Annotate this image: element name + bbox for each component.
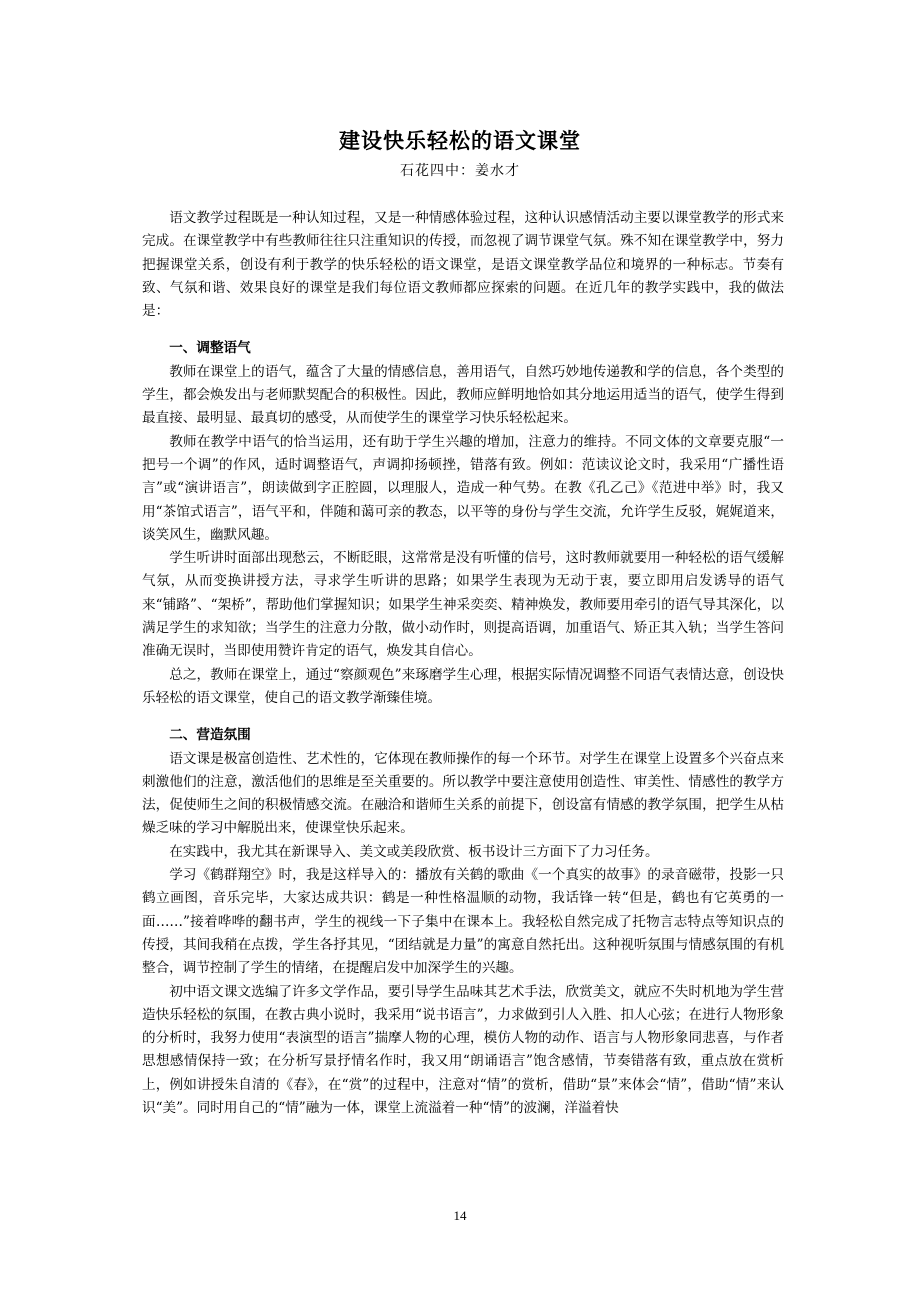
document-body xyxy=(142,207,784,1120)
section2-paragraph: 语文课是极富创造性、艺术性的，它体现在教师操作的每一个环节。对学生在课堂上设置多个兴奋点来刺激他们的注意，激活他们的思维是至关重要的。所以教学中要注意使用创造性、审美性、情感性的教学方法，促使师生之间的积极情感交流。在融洽和谐师生关系的前提下，创设富有情感的教学氛围，把学生从枯燥乏味的学习中解脱出来，使课堂快乐起来。 xyxy=(142,750,784,837)
section1-paragraph: 学生听讲时面部出现愁云，不断眨眼，这常常是没有听懂的信号，这时教师就要用一种轻松的语气缓解气氛，从而变换讲授方法，寻求学生听讲的思路；如果学生表现为无动于衷，要立即用启发诱导的语气来“铺路”、“架桥”，帮助他们掌握知识；如果学生神采奕奕、精神焕发，教师要用牵引的语气导其深化，以满足学生的求知欲；当学生的注意力分散，做小动作时，则提高语调，加重语气、矫正其入轨；当学生答问准确无误时，当即使用赞许肯定的语气，焕发其自信心。 xyxy=(142,550,784,660)
spacer xyxy=(142,710,784,724)
section1-paragraph: 教师在教学中语气的恰当运用，还有助于学生兴趣的增加，注意力的维持。不同文体的文章要克服“一把号一个调”的作风，适时调整语气，声调抑扬顿挫，错落有致。例如：范读议论文时，我采用“广播性语言”或“演讲语言”，朗读做到字正腔圆，以理服人，造成一种气势。在教《孔乙己》《范进中举》时，我又用“茶馆式语言”，语气平和，伴随和蔼可亲的教态，以平等的身份与学生交流，允许学生反驳，娓娓道来，谈笑风生，幽默风趣。 xyxy=(142,433,784,543)
section2-paragraph: 学习《鹤群翔空》时，我是这样导入的：播放有关鹤的歌曲《一个真实的故事》的录音磁带，投影一只鹤立画图，音乐完毕，大家达成共识：鹤是一种性格温顺的动物，我话锋一转“但是，鹤也有它英勇的一面……”接着哗哗的翻书声，学生的视线一下子集中在课本上。我轻松自然完成了托物言志特点等知识点的传授，其间我稍在点拨，学生各抒其见，“团结就是力量”的寓意自然托出。这种视听氛围与情感氛围的有机整合，调节控制了学生的情绪，在提醒启发中加深学生的兴趣。 xyxy=(142,867,784,977)
section2-paragraph: 初中语文课文选编了许多文学作品，要引导学生品味其艺术手法，欣赏美文，就应不失时机地为学生营造快乐轻松的氛围，在教古典小说时，我采用“说书语言”，力求做到引人入胜、扣人心弦；在进行人物形象的分析时，我努力使用“表演型的语言”揣摩人物的心理，模仿人物的动作、语言与人物形象同悲喜，与作者思想感情保持一致；在分析写景抒情名作时，我又用“朗诵语言”饱含感情，节奏错落有致，重点放在赏析上，例如讲授朱自清的《春》，在“赏”的过程中，注意对“情”的赏析，借助“景”来体会“情”，借助“情”来认识“美”。同时用自己的“情”融为一体，课堂上流溢着一种“情”的波澜，洋溢着快 xyxy=(142,983,784,1116)
section-heading-2: 二、营造氛围 xyxy=(169,727,251,744)
section1-paragraph: 总之，教师在课堂上，通过“察颜观色”来琢磨学生心理，根据实际情况调整不同语气表情达意，创设快乐轻松的语文课堂，使自己的语文教学渐臻佳境。 xyxy=(142,666,784,706)
document-author: 石花四中：姜水才 xyxy=(400,163,520,179)
section1-paragraph: 教师在课堂上的语气，蕴含了大量的情感信息，善用语气，自然巧妙地传递教和学的信息，各个类型的学生，都会焕发出与老师默契配合的积极性。因此，教师应鲜明地恰如其分地运用适当的语气，使学生得到最直接、最明显、最真切的感受，从而使学生的课堂学习快乐轻松起来。 xyxy=(142,363,784,427)
spacer xyxy=(142,323,784,337)
page-number: 14 xyxy=(453,1208,467,1223)
section-heading-1: 一、调整语气 xyxy=(169,340,251,357)
document-title: 建设快乐轻松的语文课堂 xyxy=(339,129,581,153)
intro-paragraph: 语文教学过程既是一种认知过程，又是一种情感体验过程，这种认识感情活动主要以课堂教学的形式来完成。在课堂教学中有些教师往往只注重知识的传授，而忽视了调节课堂气氛。殊不知在课堂教学中，努力把握课堂关系，创设有利于教学的快乐轻松的语文课堂，是语文课堂教学品位和境界的一种标志。节奏有致、气氛和谐、效果良好的课堂是我们每位语文教师都应探索的问题。在近几年的教学实践中，我的做法是： xyxy=(142,210,784,320)
section2-paragraph: 在实践中，我尤其在新课导入、美文或美段欣赏、板书设计三方面下了力习任务。 xyxy=(169,843,659,860)
